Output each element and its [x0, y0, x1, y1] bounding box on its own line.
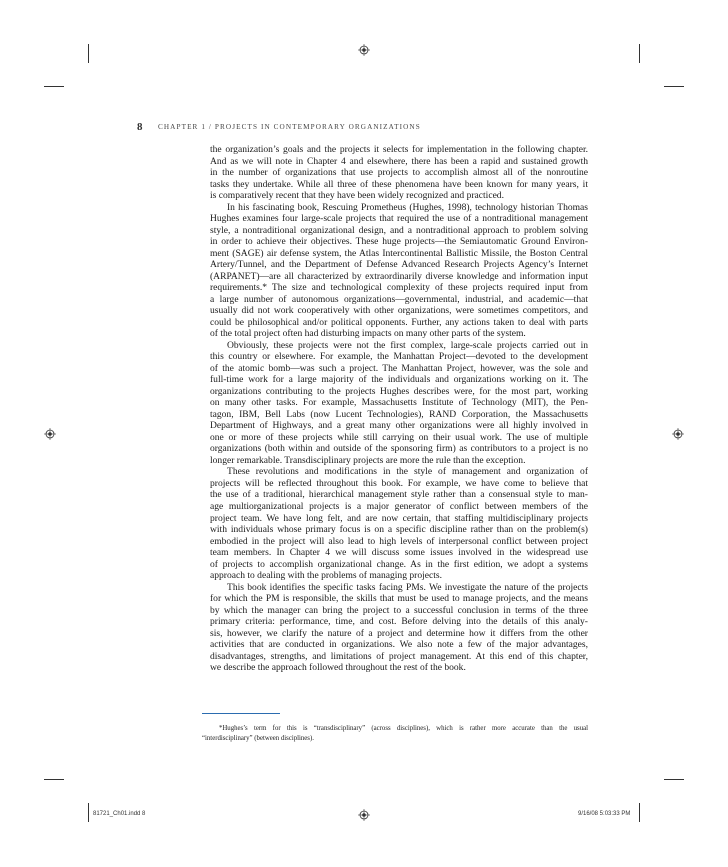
crop-mark	[88, 803, 89, 822]
text-line: in the number of organizations that use projects to accomplish almost all of the nonroutine	[210, 167, 588, 179]
text-line: ment (SAGE) air defense system, the Atlas Intercontinental Ballistic Missile, the Boston Central	[210, 247, 588, 259]
text-line: a large number of autonomous organizations—governmental, industrial, and academic—that	[210, 293, 588, 305]
text-line: embodied in the project will also lead to high levels of interpersonal conflict between project	[210, 535, 588, 547]
text-line: This book identifies the specific tasks facing PMs. We investigate the nature of the projects	[227, 581, 588, 593]
slug-file: 81721_Ch01.indd 8	[93, 811, 146, 817]
text-line: organizations contributing to the projects Hughes describes were, for the most part, working	[210, 385, 588, 397]
text-line: with individuals whose primary focus is on a specific discipline rather than on the problem(s)	[210, 524, 588, 536]
text-line: requirements.* The size and technological complexity of these projects required input from	[210, 282, 588, 294]
text-line: usually did not work cooperatively with other organizations, were sometimes competitors, and	[210, 305, 588, 317]
text-line: of the total project often had disturbing impacts on many other parts of the system.	[210, 328, 526, 340]
text-line: sis, however, we clarify the nature of a project and determine how it differs from the other	[210, 627, 588, 639]
text-line: organizations (both within and outside of the sponsoring firm) as contributors to a project is no	[210, 443, 588, 455]
text-line: one or more of these projects while still carrying on their usual work. The use of multiple	[210, 431, 588, 443]
text-line: by which the manager can bring the project to a successful conclusion in terms of the three	[210, 604, 588, 616]
text-line: longer remarkable. Transdisciplinary projects are more the rule than the exception.	[210, 454, 526, 466]
text-line: this country or elsewhere. For example, the Manhattan Project—devoted to the development	[210, 351, 588, 363]
registration-mark-icon	[358, 44, 370, 56]
text-line: primary criteria: performance, time, and cost. Before delving into the details of this analy-	[210, 616, 588, 628]
footnote-line: “interdisciplinary” (between disciplines).	[202, 734, 314, 742]
text-line: of the atomic bomb—was such a project. The Manhattan Project, however, was the sole and	[210, 362, 588, 374]
text-line: for which the PM is responsible, the skills that must be used to manage projects, and the means	[210, 593, 588, 605]
text-line: And as we will note in Chapter 4 and elsewhere, there has been a rapid and sustained growth	[210, 155, 588, 167]
text-line: in order to achieve their objectives. These huge projects—the Semiautomatic Ground Environ-	[210, 236, 588, 248]
text-line: projects will be reflected throughout this book. For example, we have come to believe that	[210, 477, 588, 489]
text-line: tagon, IBM, Bell Labs (now Lucent Technologies), RAND Corporation, the Massachusetts	[210, 408, 588, 420]
text-line: we describe the approach followed throughout the rest of the book.	[210, 662, 466, 674]
crop-mark	[664, 86, 684, 87]
registration-mark-icon	[672, 428, 684, 440]
text-line: is comparatively recent that they have been widely recognized and practiced.	[210, 190, 504, 202]
crop-mark	[88, 44, 89, 63]
crop-mark	[664, 779, 684, 780]
text-line: (ARPANET)—are all characterized by extraordinarily diverse knowledge and information input	[210, 270, 588, 282]
text-line: These revolutions and modifications in the style of management and organization of	[227, 466, 588, 478]
chapter-title: CHAPTER 1 / PROJECTS IN CONTEMPORARY ORGANIZATIONS	[158, 123, 421, 131]
registration-mark-icon	[44, 428, 56, 440]
text-line: activities that are conducted in organizations. We also note a few of the major advantages,	[210, 639, 588, 651]
text-line: disadvantages, strengths, and limitations of project management. At this end of this chapter,	[210, 650, 588, 662]
text-line: the use of a traditional, hierarchical management style rather than a consensual style to man-	[210, 489, 588, 501]
text-line: full-time work for a large majority of the individuals and organizations working on it. The	[210, 374, 588, 386]
text-line: In his fascinating book, Rescuing Prometheus (Hughes, 1998), technology historian Thomas	[227, 201, 588, 213]
text-line: of projects to accomplish organizational change. As in the first edition, we adopt a systems	[210, 558, 588, 570]
text-line: Obviously, these projects were not the first complex, large-scale projects carried out in	[227, 339, 588, 351]
text-line: the organization’s goals and the projects it selects for implementation in the following chapter.	[210, 144, 588, 155]
text-line: project team. We have long felt, and are now certain, that staffing multidisciplinary projects	[210, 512, 588, 524]
body-text	[210, 144, 588, 674]
text-line: on many other tasks. For example, Massachusetts Institute of Technology (MIT), the Pen-	[210, 397, 588, 409]
text-line: tasks they undertake. While all three of these phenomena have been known for many years, it	[210, 178, 588, 190]
text-line: Department of Highways, and a great many other organizations were all highly involved in	[210, 420, 588, 432]
footnote	[202, 724, 588, 743]
crop-mark	[44, 86, 64, 87]
footnote-rule	[202, 713, 280, 714]
registration-mark-icon	[358, 809, 370, 821]
running-head	[0, 121, 728, 135]
page-number: 8	[137, 121, 143, 133]
footnote-line: *Hughes’s term for this is “transdisciplinary” (across disciplines), which is rather more accurate than the usual	[219, 725, 588, 732]
text-line: could be philosophical and/or political opponents. Further, any actions taken to deal with parts	[210, 316, 588, 328]
crop-mark	[639, 803, 640, 822]
text-line: team members. In Chapter 4 we will discuss some issues involved in the widespread use	[210, 547, 588, 559]
text-line: age multiorganizational projects is a major generator of conflict between members of the	[210, 500, 588, 512]
slug-datetime: 9/16/08 5:03:33 PM	[578, 811, 631, 817]
text-line: approach to dealing with the problems of managing projects.	[210, 570, 442, 582]
text-line: Hughes examines four large-scale projects that required the use of a nontraditional management	[210, 213, 588, 225]
text-line: Artery/Tunnel, and the Department of Defense Advanced Research Projects Agency’s Internet	[210, 259, 588, 271]
crop-mark	[639, 44, 640, 63]
crop-mark	[44, 779, 64, 780]
text-line: style, a nontraditional organizational design, and a nontraditional approach to problem solving	[210, 224, 588, 236]
